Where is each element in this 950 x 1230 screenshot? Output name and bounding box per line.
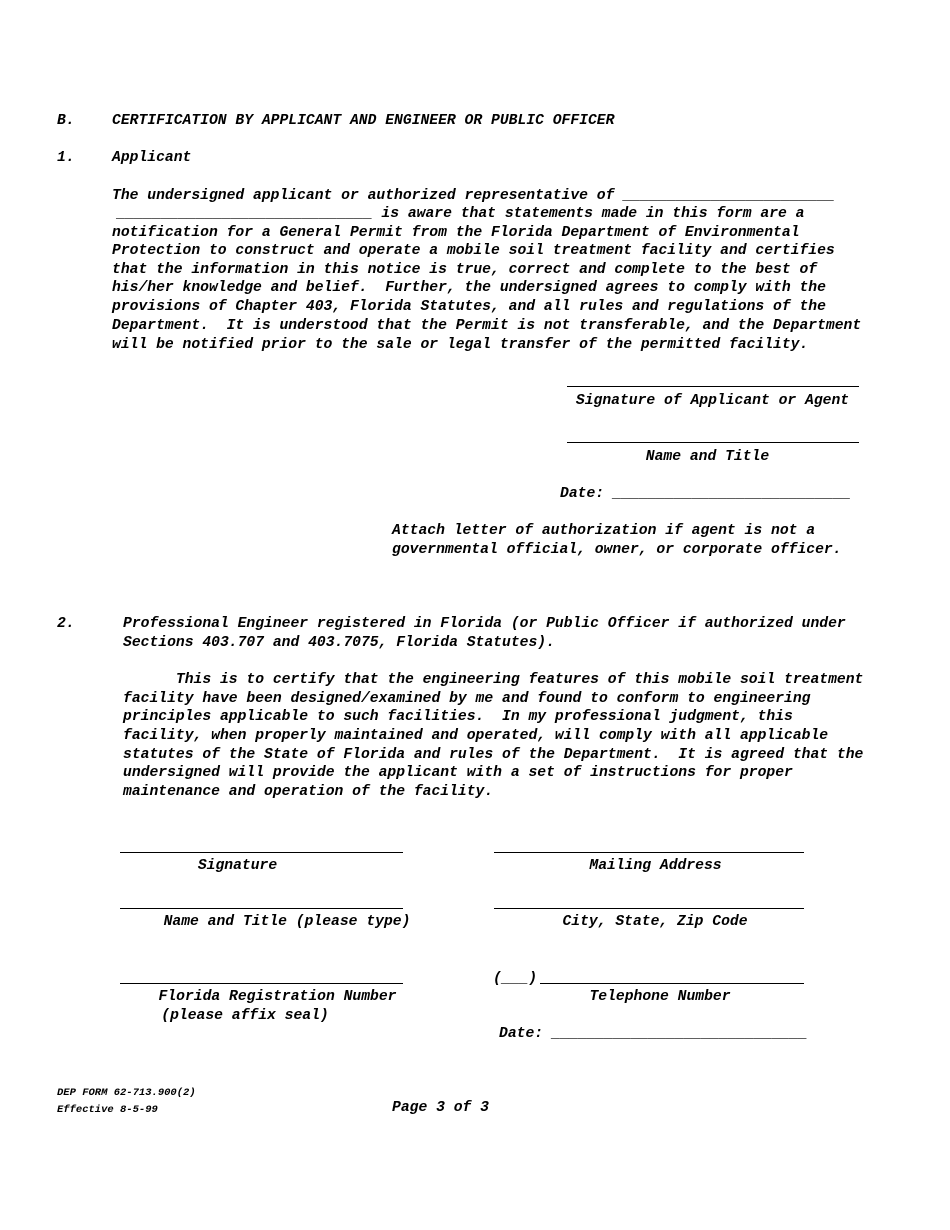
paragraph-line: that the information in this notice is true, correct and complete to the best of xyxy=(112,262,818,278)
item2-number: 2. xyxy=(57,616,75,632)
paragraph-line: maintenance and operation of the facility. xyxy=(123,784,494,800)
applicant-signature-line[interactable] xyxy=(567,386,859,387)
phone-area-code[interactable]: (___) xyxy=(493,971,546,987)
paragraph-line: This is to certify that the engineering features of this mobile soil treatment xyxy=(123,672,864,688)
attach-note-line: Attach letter of authorization if agent is not a xyxy=(392,523,816,539)
paragraph-line: facility, when properly maintained and operated, will comply with all applicable xyxy=(123,728,829,744)
paragraph-line: facility have been designed/examined by me and found to conform to engineering xyxy=(123,691,811,707)
paragraph-line: principles applicable to such facilities. In my professional judgment, this xyxy=(123,709,793,725)
paragraph-line: Department. It is understood that the Permit is not transferable, and the Department xyxy=(112,318,862,334)
effective-date: Effective 8-5-99 xyxy=(57,1104,158,1116)
affix-seal-label: (please affix seal) xyxy=(161,1008,329,1024)
telephone-line[interactable] xyxy=(540,983,804,984)
applicant-date-field[interactable]: Date: ___________________________ xyxy=(560,486,851,502)
mailing-address-label: Mailing Address xyxy=(589,858,722,874)
city-state-zip-label: City, State, Zip Code xyxy=(562,914,748,930)
paragraph-line: undersigned will provide the applicant with a set of instructions for proper xyxy=(123,765,793,781)
paragraph-line: his/her knowledge and belief. Further, the undersigned agrees to comply with the xyxy=(112,280,826,296)
section-title: CERTIFICATION BY APPLICANT AND ENGINEER OR PUBLIC OFFICER xyxy=(112,113,615,129)
paragraph-line: provisions of Chapter 403, Florida Statutes, and all rules and regulations of the xyxy=(112,299,826,315)
city-state-zip-line[interactable] xyxy=(494,908,804,909)
applicant-signature-label: Signature of Applicant or Agent xyxy=(575,393,850,409)
item1-heading: Applicant xyxy=(112,150,192,166)
applicant-name-title-label: Name and Title xyxy=(645,449,770,465)
mailing-address-line[interactable] xyxy=(494,852,804,853)
paragraph-line: statutes of the State of Florida and rules of the Department. It is agreed that the xyxy=(123,747,864,763)
attach-note-line: governmental official, owner, or corporate officer. xyxy=(392,542,842,558)
item1-number: 1. xyxy=(57,150,75,166)
item2-heading-line: Sections 403.707 and 403.7075, Florida Statutes). xyxy=(123,635,555,651)
engineer-name-title-label: Name and Title (please type) xyxy=(163,914,411,930)
telephone-label: Telephone Number xyxy=(589,989,731,1005)
engineer-name-title-line[interactable] xyxy=(120,908,403,909)
engineer-signature-label: Signature xyxy=(197,858,278,874)
registration-number-label: Florida Registration Number xyxy=(158,989,397,1005)
paragraph-line: Protection to construct and operate a mobile soil treatment facility and certifies xyxy=(112,243,835,259)
engineer-signature-line[interactable] xyxy=(120,852,403,853)
page-number: Page 3 of 3 xyxy=(392,1100,489,1116)
paragraph-line: notification for a General Permit from the Florida Department of Environmental xyxy=(112,225,800,241)
item2-heading-line: Professional Engineer registered in Florida (or Public Officer if authorized under xyxy=(123,616,846,632)
engineer-date-field[interactable]: Date: _____________________________ xyxy=(499,1026,808,1042)
paragraph-line: The undersigned applicant or authorized representative of ________________________ xyxy=(112,188,835,204)
paragraph-line: _____________________________ is aware that statements made in this form are a xyxy=(117,206,805,222)
registration-number-line[interactable] xyxy=(120,983,403,984)
applicant-name-title-line[interactable] xyxy=(567,442,859,443)
form-number: DEP FORM 62-713.900(2) xyxy=(57,1087,196,1099)
section-letter: B. xyxy=(57,113,75,129)
paragraph-line: will be notified prior to the sale or legal transfer of the permitted facility. xyxy=(112,337,809,353)
